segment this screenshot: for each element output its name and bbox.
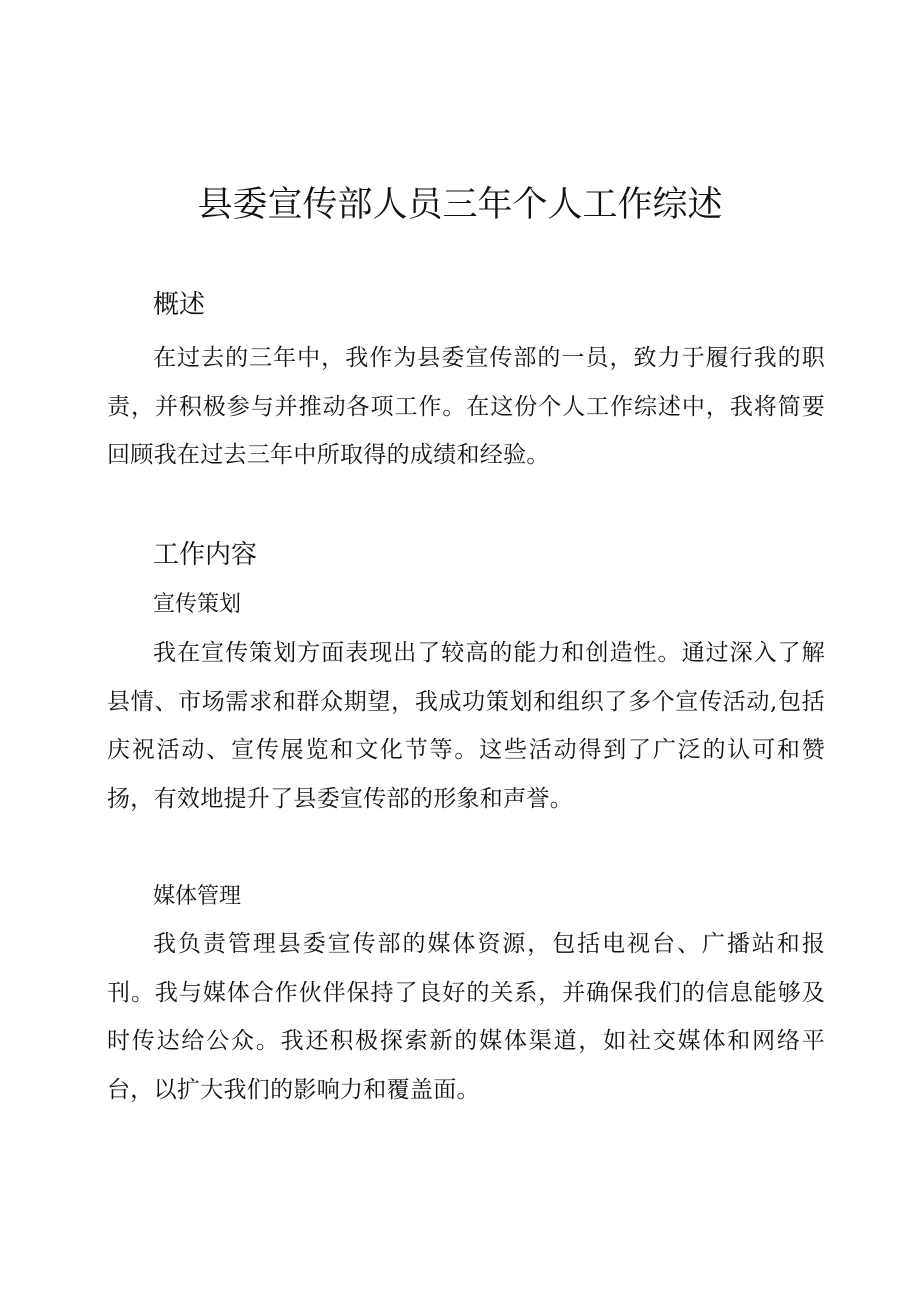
section-heading-overview: 概述 bbox=[153, 290, 206, 320]
media-management-paragraph: 我负责管理县委宣传部的媒体资源，包括电视台、广播站和报刊。我与媒体合作伙伴保持了良好的关系，并确保我们的信息能够及时传达给公众。我还积极探索新的媒体渠道，如社交媒体和网络平台，以扩大我们的影响力和覆盖面。 bbox=[107, 931, 825, 1103]
document-title: 县委宣传部人员三年个人工作综述 bbox=[197, 185, 723, 225]
section-heading-work-content: 工作内容 bbox=[153, 540, 258, 570]
overview-paragraph: 在过去的三年中，我作为县委宣传部的一员，致力于履行我的职责，并积极参与并推动各项工作。在这份个人工作综述中，我将简要回顾我在过去三年中所取得的成绩和经验。 bbox=[107, 345, 825, 468]
publicity-planning-paragraph: 我在宣传策划方面表现出了较高的能力和创造性。通过深入了解县情、市场需求和群众期望，我成功策划和组织了多个宣传活动,包括庆祝活动、宣传展览和文化节等。这些活动得到了广泛的认可和赞扬，有效地提升了县委宣传部的形象和声誉。 bbox=[107, 640, 825, 812]
subsection-heading-publicity-planning: 宣传策划 bbox=[153, 592, 242, 617]
subsection-heading-media-management: 媒体管理 bbox=[153, 884, 242, 909]
